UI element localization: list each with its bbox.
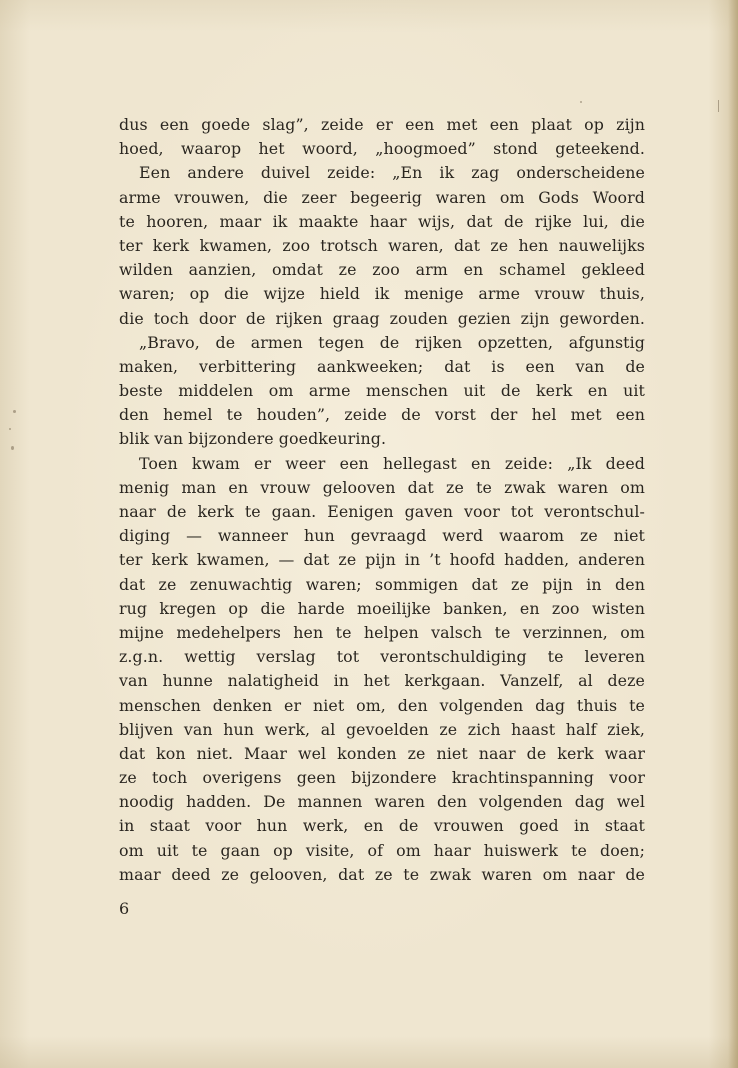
text-line: te hooren, maar ik maakte haar wijs, dat de rijke lui, die: [119, 211, 645, 231]
paper-speck: [718, 100, 719, 112]
text-line: noodig hadden. De mannen waren den volgenden dag wel: [119, 792, 645, 812]
text-line: rug kregen op die harde moeilijke banken, en zoo wisten: [119, 598, 645, 618]
text-line: hoed, waarop het woord, „hoogmoed” stond geteekend.: [119, 139, 645, 159]
text-line: naar de kerk te gaan. Eenigen gaven voor tot verontschul-: [119, 502, 645, 521]
text-line: arme vrouwen, die zeer begeerig waren om Gods Woord: [119, 187, 645, 207]
text-line: z.g.n. wettig verslag tot verontschuldiging te leveren: [119, 647, 645, 667]
text-line: om uit te gaan op visite, of om haar huiswerk te doen;: [119, 840, 645, 860]
page-edge-shadow: [728, 0, 738, 1068]
text-line: maar deed ze gelooven, dat ze te zwak waren om naar de: [119, 864, 645, 884]
paper-speck: [9, 428, 11, 430]
text-line: „Bravo, de armen tegen de rijken opzetten, afgunstig: [139, 332, 645, 352]
text-line: beste middelen om arme menschen uit de kerk en uit: [119, 381, 645, 401]
text-line: waren; op die wijze hield ik menige arme vrouw thuis,: [119, 284, 645, 304]
text-line: Toen kwam er weer een hellegast en zeide: „Ik deed: [139, 453, 645, 473]
text-line: van hunne nalatigheid in het kerkgaan. Vanzelf, al deze: [119, 671, 645, 691]
text-line: wilden aanzien, omdat ze zoo arm en schamel gekleed: [119, 260, 645, 280]
paper-speck: [13, 410, 16, 413]
text-line: dat ze zenuwachtig waren; sommigen dat ze pijn in den: [119, 574, 645, 594]
text-line: dat kon niet. Maar wel konden ze niet naar de kerk waar: [119, 743, 645, 763]
text-line: menschen denken er niet om, den volgenden dag thuis te: [119, 695, 645, 715]
text-line: den hemel te houden”, zeide de vorst der hel met een: [119, 405, 645, 425]
text-line: die toch door de rijken graag zouden gezien zijn geworden.: [119, 308, 645, 328]
text-line: diging — wanneer hun gevraagd werd waarom ze niet: [119, 526, 645, 546]
text-line: ze toch overigens geen bijzondere krachtinspanning voor: [119, 768, 645, 788]
paper-speck: [580, 101, 582, 103]
text-line: ter kerk kwamen, zoo trotsch waren, dat ze hen nauwelijks: [119, 235, 645, 255]
text-line: in staat voor hun werk, en de vrouwen goed in staat: [119, 816, 645, 836]
text-line: blijven van hun werk, al gevoelden ze zich haast half ziek,: [119, 719, 645, 739]
text-line: Een andere duivel zeide: „En ik zag onderscheidene: [139, 163, 645, 183]
page-number: 6: [119, 899, 130, 918]
text-line: mijne medehelpers hen te helpen valsch te verzinnen, om: [119, 622, 645, 642]
text-line: dus een goede slag”, zeide er een met een plaat op zijn: [119, 115, 645, 134]
text-line: menig man en vrouw gelooven dat ze te zwak waren om: [119, 477, 645, 497]
text-line: blik van bijzondere goedkeuring.: [119, 429, 387, 449]
text-line: maken, verbittering aankweeken; dat is een van de: [119, 356, 645, 376]
text-line: ter kerk kwamen, — dat ze pijn in ’t hoofd hadden, anderen: [119, 550, 645, 570]
paper-speck: [11, 446, 14, 450]
body-text: [119, 113, 645, 887]
